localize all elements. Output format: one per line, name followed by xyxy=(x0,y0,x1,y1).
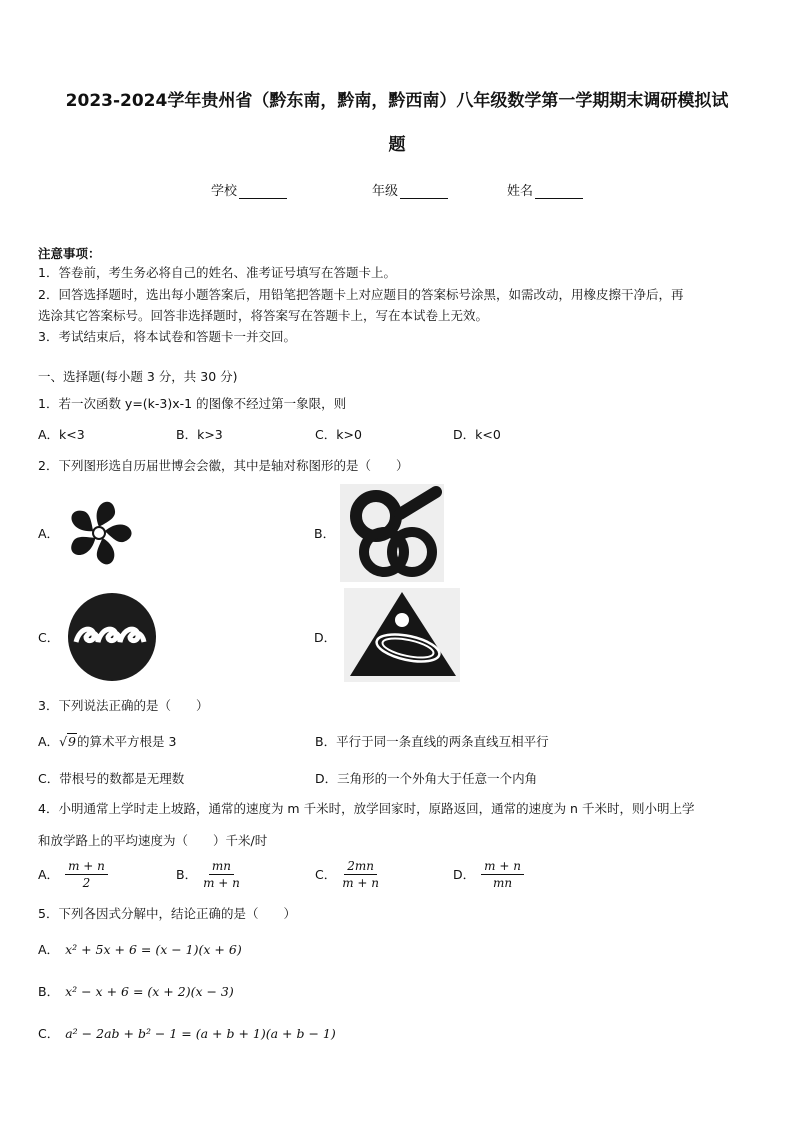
notice-item: 3．考试结束后，将本试卷和答题卡一并交回。 xyxy=(38,329,296,344)
name-blank[interactable] xyxy=(535,185,583,199)
q5-option-b[interactable] xyxy=(38,983,234,1001)
notice-item: 2．回答选择题时，选出每小题答案后，用铅笔把答题卡上对应题目的答案标号涂黑，如需改动，用橡皮擦干净后，再 xyxy=(38,287,684,302)
q1-option-c[interactable]: C．k>0 xyxy=(315,427,362,442)
q1-option-a[interactable]: A．k<3 xyxy=(38,427,85,442)
sqrt-symbol: √9 xyxy=(59,734,76,749)
q3-a-radicand: 9 xyxy=(68,734,76,749)
q4-option-a[interactable] xyxy=(38,858,108,891)
q4-b-fraction xyxy=(203,858,240,891)
school-blank[interactable] xyxy=(239,185,287,199)
q3-option-b[interactable]: B．平行于同一条直线的两条直线互相平行 xyxy=(315,734,549,749)
q5-a-label: A． xyxy=(38,942,60,957)
q3-option-a[interactable] xyxy=(38,733,176,751)
denominator: 2 xyxy=(82,876,91,890)
q4-option-d[interactable] xyxy=(453,858,524,891)
notice-item: 选涂其它答案标号。回答非选择题时，将答案写在答题卡上，写在本试卷上无效。 xyxy=(38,308,489,323)
q3-option-d[interactable]: D．三角形的一个外角大于任意一个内角 xyxy=(315,771,538,786)
page-title: 2023-2024学年贵州省（黔东南，黔南，黔西南）八年级数学第一学期期末调研模拟试 xyxy=(65,91,729,111)
q5-option-a[interactable] xyxy=(38,941,242,959)
grade-field[interactable] xyxy=(372,180,448,199)
q3-a-prefix: A． xyxy=(38,734,60,749)
name-label: 姓名 xyxy=(507,184,534,199)
school-field[interactable] xyxy=(211,180,287,199)
q4-stem: 4．小明通常上学时走上坡路，通常的速度为 m 千米时，放学回家时，原路返回，通常的速度为 n 千米时，则小明上学 xyxy=(38,801,695,816)
wave-emblem-image xyxy=(64,590,160,684)
q4-option-c[interactable] xyxy=(315,858,379,891)
q2-option-a[interactable]: A． xyxy=(38,526,60,541)
denominator: m + n xyxy=(203,876,240,890)
q2-option-c[interactable]: C． xyxy=(38,630,60,645)
grade-blank[interactable] xyxy=(400,185,448,199)
q2-option-d[interactable]: D． xyxy=(314,630,337,645)
flower-emblem-image xyxy=(64,487,134,579)
section-heading: 一、选择题(每小题 3 分，共 30 分) xyxy=(38,369,238,384)
name-field[interactable] xyxy=(507,180,583,199)
grade-label: 年级 xyxy=(372,184,399,199)
q5-c-expression: a² − 2ab + b² − 1 = (a + b + 1)(a + b − 1) xyxy=(65,1026,336,1041)
q4-stem-continued: 和放学路上的平均速度为（ ）千米/时 xyxy=(38,833,268,848)
q4-option-b[interactable] xyxy=(176,858,240,891)
denominator: m + n xyxy=(342,876,380,890)
q5-option-c[interactable] xyxy=(38,1025,336,1043)
q3-stem: 3．下列说法正确的是（ ） xyxy=(38,698,209,713)
q2-stem: 2．下列图形选自历届世博会会徽，其中是轴对称图形的是（ ） xyxy=(38,458,409,473)
q4-a-fraction xyxy=(65,858,108,891)
q3-option-c[interactable]: C．带根号的数都是无理数 xyxy=(38,771,185,786)
q1-option-b[interactable]: B．k>3 xyxy=(176,427,223,442)
q3-a-text: 的算术平方根是 3 xyxy=(76,734,177,749)
q5-b-expression: x² − x + 6 = (x + 2)(x − 3) xyxy=(65,984,234,999)
q2-option-b[interactable]: B． xyxy=(314,526,336,541)
numerator: m + n xyxy=(65,858,108,875)
q1-option-d[interactable]: D．k<0 xyxy=(453,427,501,442)
q4-d-label: D． xyxy=(453,866,476,882)
q4-c-label: C． xyxy=(315,866,337,882)
q5-stem: 5．下列各因式分解中，结论正确的是（ ） xyxy=(38,906,296,921)
q4-d-fraction xyxy=(481,858,524,891)
numerator: 2mn xyxy=(344,858,377,875)
q5-c-label: C． xyxy=(38,1026,60,1041)
q5-b-label: B． xyxy=(38,984,60,999)
q4-c-fraction xyxy=(342,858,379,891)
ring-emblem-image xyxy=(340,484,444,582)
q4-b-label: B． xyxy=(176,866,198,882)
notice-heading: 注意事项： xyxy=(38,246,101,261)
numerator: m + n xyxy=(481,858,524,875)
q1-stem: 1．若一次函数 y=(k-3)x-1 的图像不经过第一象限，则 xyxy=(38,396,347,411)
denominator: mn xyxy=(492,876,513,890)
page-title-continued: 题 xyxy=(388,135,406,155)
triangle-emblem-image xyxy=(344,588,460,682)
numerator: mn xyxy=(209,858,234,875)
notice-item: 1．答卷前，考生务必将自己的姓名、准考证号填写在答题卡上。 xyxy=(38,265,396,280)
school-label: 学校 xyxy=(211,184,238,199)
q5-a-expression: x² + 5x + 6 = (x − 1)(x + 6) xyxy=(65,942,242,957)
q4-a-label: A． xyxy=(38,866,60,882)
